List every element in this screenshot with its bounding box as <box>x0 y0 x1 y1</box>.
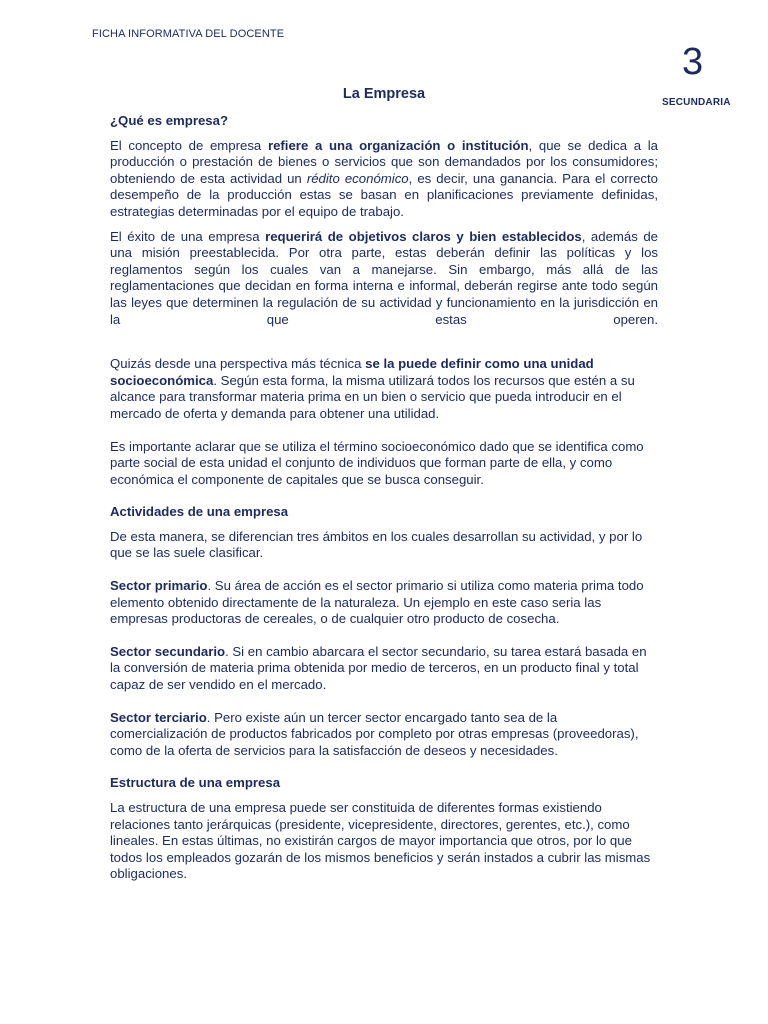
text: . Pero existe aún un tercer sector encargado tanto sea de la comercialización de productos fabricados por completo por otras empresas (proveedoras), como de la oferta de servicios para la satisfacción de deseos y necesidades. <box>110 709 639 758</box>
paragraph-ambitos: De esta manera, se diferencian tres ámbitos en los cuales desarrollan su actividad, y por lo que se las suele clasificar. <box>110 528 643 561</box>
document-body <box>110 113 658 883</box>
paragraph-estructura: La estructura de una empresa puede ser constituida de diferentes formas existiendo relaciones tanto jerárquicas (presidente, vicepresidente, directores, gerentes, etc.), como lineales. En estas últimas, no existirán cargos de mayor importancia que otros, por lo que todos los empleados gozarán de los mismos beneficios y serán instados a cubrir las mismas obligaciones. <box>110 800 651 882</box>
paragraph-technical <box>110 356 658 422</box>
document-title: La Empresa <box>342 86 426 102</box>
text: . Su área de acción es el sector primario si utiliza como materia prima todo elemento obtenido directamente de la naturaleza. Un ejemplo en este caso seria las empresas productoras de cereales, o de cualquier otro producto de cosecha. <box>110 578 644 627</box>
bold-text: Sector secundario <box>110 643 226 659</box>
text: . Si en cambio abarcara el sector secundario, su tarea estará basada en la conversión de materia prima obtenida por medio de terceros, en un producto final y total capaz de ser vendido en el mercado. <box>110 643 647 693</box>
text: El éxito de una empresa <box>110 228 266 244</box>
text: , que se dedica a la producción o prestación de bienes o servicios que son demandados por los consumidores; obteniendo de esta actividad un <box>110 137 658 186</box>
paragraph-sector-secundario <box>110 644 658 694</box>
bold-text: refiere a una organización o institución <box>267 137 529 153</box>
bold-text: requerirá de objetivos claros y bien establecidos <box>265 228 582 244</box>
text: . Según esta forma, la misma utilizará todos los recursos que estén a su alcance para transformar materia prima en un bien o servicio que pueda introducir en el mercado de oferta y demanda para obtener una utilidad. <box>110 372 635 421</box>
text: , además de una misión preestablecida. Por otra parte, estas deberán definir las políticas y los reglamentos según los cuales van a manejarse. Sin embargo, más allá de las reglamentaciones que decidan en forma interna e informal, deberán regirse ante todo según las leyes que determinen la regulación de su actividad y funcionamiento en la jurisdicción en la que estas operen. <box>110 228 659 327</box>
paragraph-sector-terciario <box>110 710 658 760</box>
text: , es decir, una ganancia. Para el correcto desempeño de la producción estas se basan en planificaciones previamente definidas, estrategias determinadas por el equipo de trabajo. <box>110 170 658 219</box>
header-label: FICHA INFORMATIVA DEL DOCENTE <box>92 28 285 40</box>
section-heading-que-es-empresa: ¿Qué es empresa? <box>110 113 229 128</box>
bold-text: Sector terciario <box>110 709 207 725</box>
bold-text: se la puede definir como una unidad socioeconómica <box>110 356 594 388</box>
text: El concepto de empresa <box>110 137 268 153</box>
bold-text: Sector primario <box>110 578 208 594</box>
paragraph-success <box>110 229 658 329</box>
section-heading-estructura: Estructura de una empresa <box>110 775 281 791</box>
text: Quizás desde una perspectiva más técnica <box>110 356 366 372</box>
grade-level: SECUNDARIA <box>662 97 731 108</box>
paragraph-sector-primario <box>110 578 658 628</box>
italic-text: rédito económico <box>306 170 409 186</box>
paragraph-socioeconomic: Es importante aclarar que se utiliza el término socioeconómico dado que se identifica como parte social de esta unidad el conjunto de individuos que forman parte de ella, y como económica el componente de capitales que se busca conseguir. <box>110 438 644 487</box>
paragraph-definition <box>110 138 658 221</box>
section-heading-actividades: Actividades de una empresa <box>110 504 289 520</box>
grade-number: 3 <box>682 41 704 83</box>
